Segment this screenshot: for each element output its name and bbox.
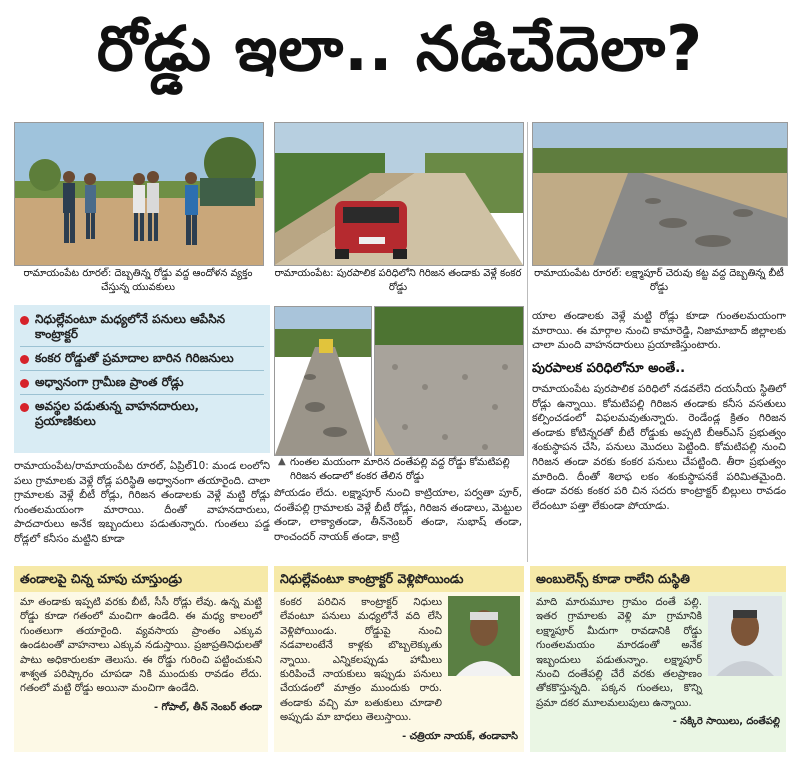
photo-gravel-tribal-road <box>374 306 524 456</box>
bullet-dot-icon <box>20 379 29 388</box>
panel-title: నిధుల్లేవంటూ కాంట్రాక్టర్‌ వెళ్లిపోయిండు <box>274 566 524 592</box>
bullet-dot-icon <box>20 316 29 325</box>
quote-panel-3 <box>530 566 786 752</box>
article-col1: రామాయంపేట/రామాయంపేట రూరల్‌, ఏప్రిల్‌10: మండ లంలోని పలు గ్రామాలకు వెళ్లే రోడ్ల పరిస్థితి అధ్వానంగా తయారైంది. చాలా గ్రామాలకు వెళ్లే బీటీ రోడ్లు, గిరిజన తండాలకు వెళ్లే మట్టి రోడ్లు గుంతలమయంగా మారాయి. దీంతో వాహనదారులు, పాదచారులు అనేక ఇబ్బందులు పడుతున్నారు. గుంతలు పడ్డ రోడ్లలో కనీసం మట్టిని కూడా <box>14 460 270 545</box>
highlights-box <box>14 305 270 453</box>
person-photo <box>708 596 782 676</box>
article-col3a: యాల తండాలకు వెళ్లే మట్టి రోడ్లు కూడా గుంతలమయంగా మారాయి. ఈ మార్గాల నుంచి కామారెడ్డి, నిజామాబాద్‌ జిల్లాలకు చాలా మంది వాహనదారులు ప్రయాణిస్తుంటారు. <box>532 310 786 352</box>
panel-body: మాది మారుమూల గ్రామం దంతే పల్లి. ఇతర గ్రామాలకు వెళ్లి మా గ్రామానికి లక్ష్మాపూర్‌ మీదుగా రావడానికి రోడ్డు గుంతలమయం మారడంతో అనేక ఇబ్బందులు పడుతున్నాం. లక్ష్మాపూర్‌ నుంచి దంతేపల్లి చేరే వరకు తలప్రాణం తోకకొస్తున్నది. పక్కన గుంతలు, కొన్ని ప్రమా దకర మూలమలుపులు ఉన్నాయి. <box>536 597 702 709</box>
highlight-item: అవస్థల పడుతున్న వాహనదారులు, ప్రయాణికులు <box>20 399 264 429</box>
panel-title: తండాలపై చిన్న చూపు చూస్తుండ్రు <box>14 566 268 592</box>
divider <box>20 370 264 371</box>
highlight-item: అధ్వానంగా గ్రామీణ ప్రాంత రోడ్లు <box>20 375 264 390</box>
panel-body: కంకర పరిచిన కాంట్రాక్టర్‌ నిధులు లేవంటూ పనులు మధ్యలోనే వది లేసి వెళ్లిపోయిండు. రోడ్డుపై నుంచి నడవాలంటేనే కాళ్లకు బొబ్బలెక్కుతు న్నాయి. ఎన్నికలప్పుడు హామీలు కురిపించే నాయకులు ఇప్పుడు పనులు చేయడంలో మాత్రం ముందుకు రారు. తండాకు వచ్చి మా బతుకులు చూడాలి అప్పుడు మా బాధలు తెలుస్తాయి. <box>280 597 442 724</box>
panel-signature: - నక్కిరె సాయిలు, దంతేపల్లి <box>672 716 780 728</box>
panel-signature: - గోపాల్‌, తీన్‌ నెంబర్‌ తండా <box>153 701 262 713</box>
photo1-caption: రామాయంపేట రూరల్‌: దెబ్బతిన్న రోడ్డు వద్ద ఆందోళన వ్యక్తం చేస్తున్న యువకులు <box>23 268 253 293</box>
person-photo <box>448 596 520 676</box>
bullet-dot-icon <box>20 403 29 412</box>
highlight-item: నిధుల్లేవంటూ మధ్యలోనే పనులు ఆపేసిన కాంట్రాక్టర్‌ <box>20 312 264 342</box>
quote-panel-2 <box>274 566 524 752</box>
article-col2: పోయడం లేదు. లక్ష్మాపూర్‌ నుంచి కాట్రియాల, పర్వతా పూర్‌, దంతేపల్లి గ్రామాలకు వెళ్లే బీటీ రోడ్లు, గిరిజన తండాలు, మెట్టుల తండా, లాక్యాతండా, తీన్‌నెంబర్‌ తండా, సుభాష్‌ తండా, రాంచందర్‌ నాయక్‌ తండా, కాట్రి <box>274 487 522 543</box>
photo-gravel-road-car <box>274 122 524 266</box>
panel-body: మా తండాకు ఇప్పటి వరకు బీటీ, సీసీ రోడ్లు లేవు. ఉన్న మట్టి రోడ్డు కూడా గతంలో మంచిగా ఉండేది. ఈ మధ్య కాలంలో గుంతలుగా తయారైంది. వ్యవసాయ ప్రాంతం ఎక్కువ ఉండటంతో వాహనాలు ఎక్కువ నడుస్తాయి. ప్రజాప్రతినిధులతో పాటు అధికారులకూ తెలుసు. ఈ రోడ్డు గురించి పట్టించుకుని శాశ్వత పరిష్కారం చూపడా నికి ముందుకు రావడం లేదు. గతంలో మట్టి రోడ్డు అయినా మంచిగా ఉండేది. <box>20 597 262 695</box>
article-subhead: పురపాలక పరిధిలోనూ అంతే.. <box>532 361 686 376</box>
headline: రోడ్డు ఇలా.. నడిచేదెలా? <box>96 12 704 85</box>
quote-panel-1 <box>14 566 268 752</box>
photo-youths-at-road <box>14 122 264 266</box>
column-divider <box>527 122 528 562</box>
photo45-caption: గుంతల మయంగా మారిన దంతేపల్లి వద్ద రోడ్డు కోమటిపల్లి గిరిజన తండాలో కంకర తేలిన రోడ్డు <box>290 457 510 482</box>
divider <box>20 346 264 347</box>
photo-damaged-bt-road <box>532 122 788 266</box>
highlight-item: కంకర రోడ్డుతో ప్రమాదాల బారిన గిరిజనులు <box>20 351 264 366</box>
panel-title: అంబులెన్స్‌ కూడా రాలేని దుస్థితి <box>530 566 786 592</box>
article-col3b: రామాయంపేట పురపాలిక పరిధిలో నడవలేని దయనీయ స్థితిలో రోడ్లు ఉన్నాయి. కోమటిపల్లి గిరిజన తండాకు కనీస వసతులు కల్పించడంలో విఫలమవుతున్నారు. రెండేండ్ల క్రితం గిరిజన తండాకు కోటిన్నరతో బీటీ రోడ్డుకు అప్పటి బీఆర్‌ఎస్‌ ప్రభుత్వం శంకుస్థాపన చేసి, పనులు మొదలు పెట్టింది. కోమటిపల్లి నుంచి గిరిజన తండా వరకు కంకర పనులు చేపట్టింది. తీరా ప్రభుత్వం మారింది. దీంతో శిలాఫ లకం శంకుస్థాపనకే పరిమితమైంది. తండా వరకు కంకర పరి చిన సదరు కాంట్రాక్టర్‌ బిల్లులు రావడం లేదంటూ పత్తా లేకుండా పోయాడు. <box>532 383 786 512</box>
photo2-caption: రామాయంపేట: పురపాలిక పరిధిలోని గిరిజన తండాకు వెళ్లే కంకర రోడ్డు <box>274 268 522 293</box>
panel-signature: - చత్రియా నాయక్‌, తండావాసి <box>402 730 518 742</box>
bullet-dot-icon <box>20 355 29 364</box>
divider <box>20 394 264 395</box>
photo-potholed-road <box>274 306 372 456</box>
arrow-icon: ▲ <box>278 456 286 467</box>
photo3-caption: రామాయంపేట రూరల్‌: లక్ష్మాపూర్‌ చెరువు కట్ట వద్ద దెబ్బతిన్న బీటీ రోడ్డు <box>534 268 784 293</box>
